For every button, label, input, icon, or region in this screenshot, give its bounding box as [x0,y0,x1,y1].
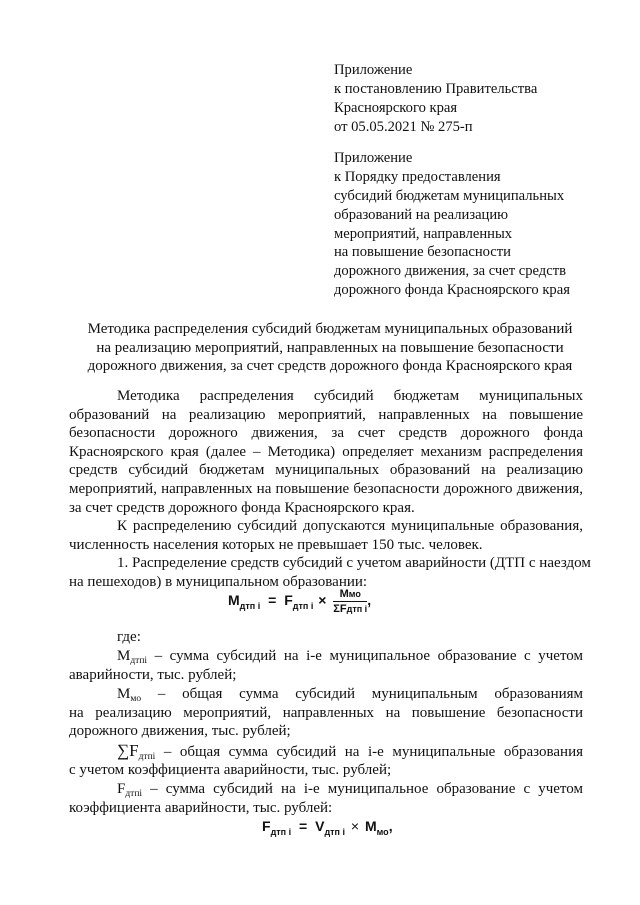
definition-m-dtp [69,647,583,684]
item-1-paragraph [69,554,591,591]
definition-symbol: M [117,648,131,664]
formula-punctuation: , [367,592,372,609]
definition-text: – сумма субсидий на i-е муниципальное образование с учетом [154,648,584,664]
paragraph-line [69,685,583,704]
formula-operator: × [350,818,360,834]
formula-symbol: V [315,818,325,834]
document-title [60,320,600,376]
formula-subscript: дтп i [324,827,345,837]
paragraph-line: Красноярского края (далее – Методика) определяет механизм распределения [69,443,583,460]
paragraph-line: численность населения которых не превышает 150 тыс. человек. [69,536,483,553]
definition-subscript: дтпi [125,789,143,799]
definition-text: – сумма субсидий на i-е муниципальное образование с учетом [150,781,583,797]
formula-subscript: дтп i [292,601,314,612]
definition-text: – общая сумма субсидий муниципальным образованиям [157,686,584,702]
where-text: где: [117,629,141,645]
definition-symbol: F [117,781,126,797]
paragraph-line: мероприятий, направленных на повышение безопасности дорожного движения, [69,480,583,497]
title-line: на реализацию мероприятий, направленных на повышение безопасности [96,339,564,356]
appendix-header-procedure [334,149,570,300]
definition-sum-f [69,742,583,779]
appendix-line: Красноярского края [334,99,458,116]
eligibility-paragraph [69,517,583,554]
appendix-header-resolution [334,61,537,137]
formula-subscript: дтп i [239,601,261,612]
definition-text: – общая сумма субсидий на i-е муниципальные образования [163,744,583,760]
appendix-line: дорожного фонда Красноярского края [334,282,570,299]
formula-symbol: F [284,592,293,609]
formula-fraction [333,588,367,615]
paragraph-line: средств субсидий бюджетам муниципальных образований на реализацию [69,462,583,479]
paragraph-line: образований на реализацию мероприятий, направленных на повышение [69,406,583,423]
formula-subscript: дтп i [346,604,368,614]
appendix-line: на повышение безопасности [334,244,511,261]
paragraph-line: с учетом коэффициента аварийности, тыс. рублей; [69,761,392,778]
formula-symbol: ΣF [333,603,347,615]
appendix-line: от 05.05.2021 № 275-п [334,118,473,135]
title-line: дорожного движения, за счет средств дорожного фонда Красноярского края [87,358,573,374]
formula-symbol: M [364,818,377,834]
formula-punctuation: , [388,818,393,834]
appendix-line: мероприятий, направленных [334,225,513,242]
formula-operator: = [299,818,308,834]
paragraph-line [69,647,583,666]
intro-paragraph [69,387,583,517]
appendix-line: Приложение [334,150,413,166]
formula-subscript: дтп i [270,827,292,837]
appendix-line: субсидий бюджетам муниципальных [334,187,565,204]
paragraph-line [69,780,583,799]
appendix-line: к Порядку предоставления [334,168,501,185]
formula-subsidy-accident-rate [262,818,393,837]
paragraph-line: Методика распределения субсидий бюджетам муниципальных [117,388,583,404]
appendix-line: образований на реализацию [334,206,509,223]
definition-m-mo [69,685,583,741]
paragraph-line [69,742,583,761]
formula-operator: × [318,592,327,609]
paragraph-line: К распределению субсидий допускаются муниципальные образования, [117,518,583,534]
paragraph-line: на реализацию мероприятий, направленных на повышение безопасности [69,704,583,721]
title-line: Методика распределения субсидий бюджетам муниципальных образований [87,321,573,337]
paragraph-line: на пешеходов) в муниципальном образовании: [69,573,368,590]
paragraph-line: 1. Распределение средств субсидий с учетом аварийности (ДТП с наездом [117,555,591,571]
formula-symbol: M [228,592,240,609]
definition-subscript: мо [130,694,142,704]
paragraph-line: коэффициента аварийности, тыс. рублей: [69,799,333,816]
formula-operator: = [268,592,277,609]
formula-subscript: мо [376,827,389,837]
formula-subscript: мо [348,589,361,599]
paragraph-line: безопасности дорожного движения, за счет средств дорожного фонда [69,425,583,442]
appendix-line: дорожного движения, за счет средств [334,263,566,280]
where-label [69,628,583,647]
formula-symbol: M [339,588,349,600]
definition-subscript: дтпi [130,656,148,666]
paragraph-line: дорожного движения, тыс. рублей; [69,723,291,740]
paragraph-line: за счет средств дорожного фонда Красноярского края. [69,499,415,516]
definition-symbol: ∑F [117,741,139,760]
definition-f-dtp [69,780,583,817]
appendix-line: к постановлению Правительства [334,80,538,97]
formula-symbol: F [262,818,271,834]
definition-subscript: дтпi [138,752,156,762]
definition-symbol: M [117,686,131,702]
formula-subsidy-distribution [228,588,371,615]
appendix-line: Приложение [334,62,413,78]
paragraph-line: аварийности, тыс. рублей; [69,666,237,683]
